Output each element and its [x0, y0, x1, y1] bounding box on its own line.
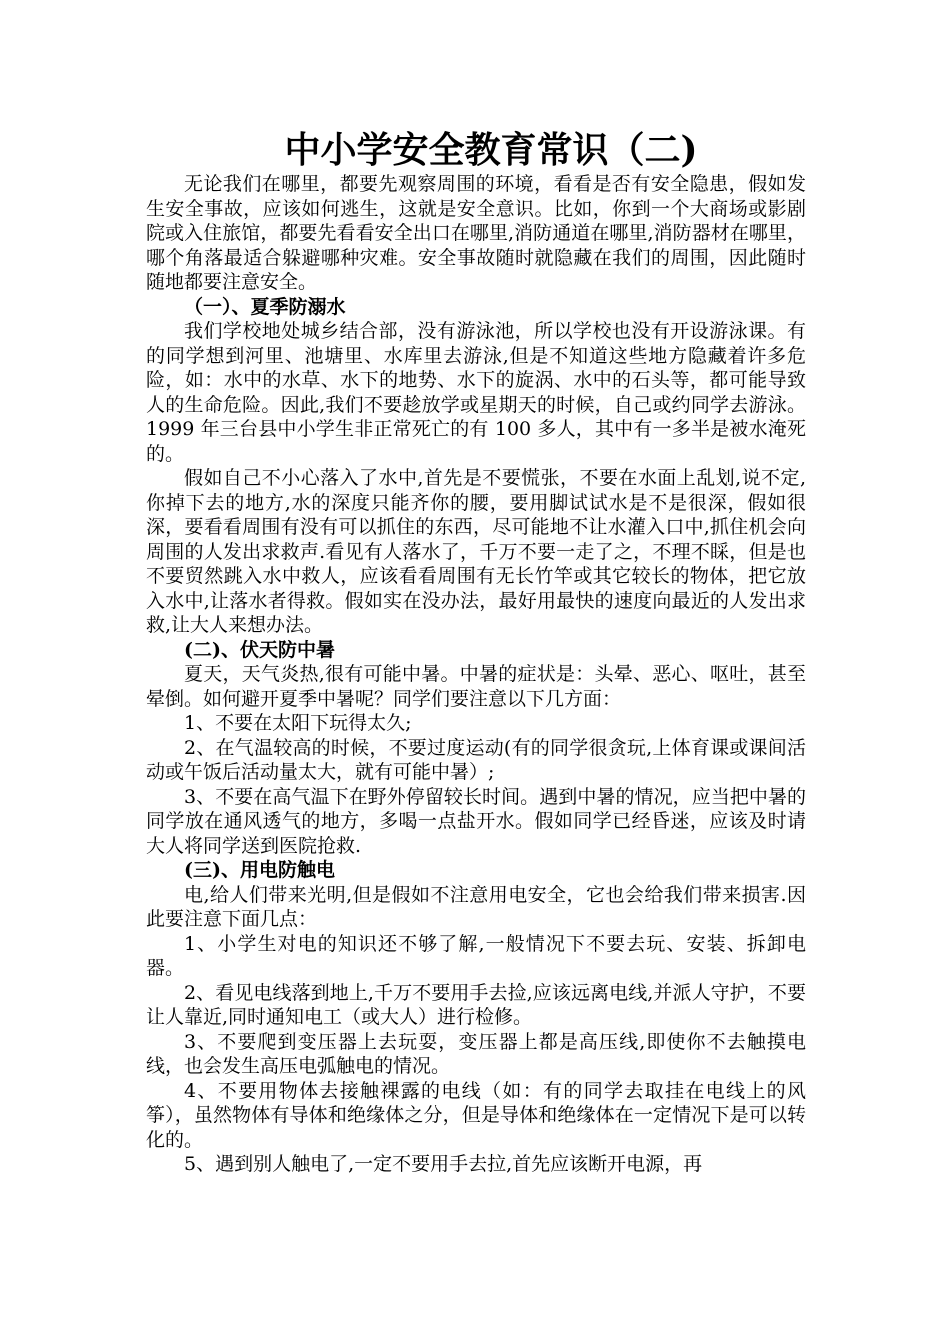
heatstroke-item-3: 3、不要在高气温下在野外停留较长时间。遇到中暑的情况，应当把中暑的同学放在通风透气的地方，多喝一点盐开水。假如同学已经昏迷，应该及时请大人将同学送到医院抢救.: [146, 785, 806, 857]
intro-paragraph: 无论我们在哪里，都要先观察周围的环境，看看是否有安全隐患，假如发生安全事故，应该如何逃生，这就是安全意识。比如，你到一个大商场或影剧院或入住旅馆，都要先看看安全出口在哪里,消防通道在哪里,消防器材在哪里，哪个角落最适合躲避哪种灾难。安全事故随时就隐藏在我们的周围，因此随时随地都要注意安全。: [146, 173, 806, 293]
page-title: 中小学安全教育常识（二): [284, 129, 698, 171]
document-page: [146, 128, 806, 1177]
heatstroke-item-1: 1、不要在太阳下玩得太久;: [184, 712, 412, 734]
electric-item-1: 1、小学生对电的知识还不够了解,一般情况下不要去玩、安装、拆卸电器。: [146, 932, 806, 979]
section-heading-electric: (三)、用电防触电: [184, 859, 335, 881]
electric-item-2: 2、看见电线落到地上,千万不要用手去捡,应该远离电线,并派人守护，不要让人靠近,同时通知电工（或大人）进行检修。: [146, 981, 806, 1028]
electric-item-5: 5、遇到别人触电了,一定不要用手去拉,首先应该断开电源，再: [184, 1153, 703, 1175]
heatstroke-paragraph-1: 夏天，天气炎热,很有可能中暑。中暑的症状是：头晕、恶心、呕吐，甚至晕倒。如何避开夏季中暑呢？同学们要注意以下几方面：: [146, 663, 806, 710]
drowning-paragraph-2: 假如自己不小心落入了水中,首先是不要慌张，不要在水面上乱划,说不定,你掉下去的地方,水的深度只能齐你的腰，要用脚试试水是不是很深，假如很深，要看看周围有没有可以抓住的东西，尽可能地不让水灌入口中,抓住机会向周围的人发出求救声.看见有人落水了，千万不要一走了之，不理不睬，但是也不要贸然跳入水中救人，应该看看周围有无长竹竿或其它较长的物体，把它放入水中,让落水者得救。假如实在没办法，最好用最快的速度向最近的人发出求救,让大人来想办法。: [146, 467, 806, 636]
section-heading-drowning: （一）、夏季防溺水: [184, 295, 346, 318]
electric-item-4: 4、不要用物体去接触裸露的电线（如：有的同学去取挂在电线上的风筝），虽然物体有导体和绝缘体之分，但是导体和绝缘体在一定情况下是可以转化的。: [146, 1079, 806, 1151]
electric-item-3: 3、不要爬到变压器上去玩耍，变压器上都是高压线,即使你不去触摸电线，也会发生高压电弧触电的情况。: [146, 1030, 806, 1077]
electric-paragraph-1: 电,给人们带来光明,但是假如不注意用电安全，它也会给我们带来损害.因此要注意下面几点：: [146, 883, 806, 930]
drowning-paragraph-1: 我们学校地处城乡结合部，没有游泳池，所以学校也没有开设游泳课。有的同学想到河里、池塘里、水库里去游泳,但是不知道这些地方隐藏着许多危险，如：水中的水草、水下的地势、水下的旋涡、水中的石头等，都可能导致人的生命危险。因此,我们不要趁放学或星期天的时候，自己或约同学去游泳。1999 年三台县中小学生非正常死亡的有 100 多人，其中有一多半是被水淹死的。: [146, 320, 806, 465]
section-heading-heatstroke: (二)、伏天防中暑: [184, 638, 335, 661]
heatstroke-item-2: 2、在气温较高的时候，不要过度运动(有的同学很贪玩,上体育课或课间活动或午饭后活动量太大，就有可能中暑）;: [146, 736, 806, 783]
